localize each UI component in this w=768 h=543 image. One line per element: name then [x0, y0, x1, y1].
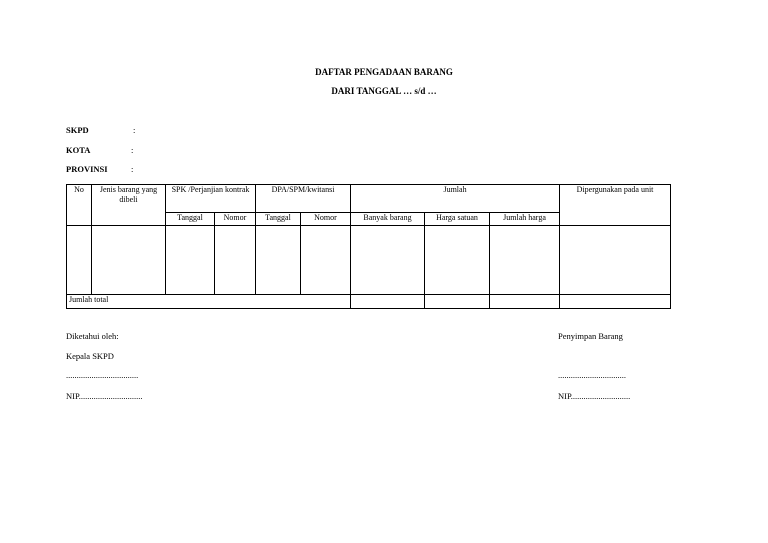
total-row	[67, 295, 671, 309]
field-label-kota: KOTA	[66, 145, 91, 155]
total-harga	[425, 295, 490, 309]
subheader-tanggal-spk: Tanggal	[166, 213, 215, 226]
head-name-line: ..................................	[66, 370, 139, 380]
keeper-role-label: Penyimpan Barang	[558, 331, 623, 341]
keeper-nip: NIP............................	[558, 391, 631, 401]
field-colon-skpd: :	[133, 125, 136, 135]
known-by-label: Diketahui oleh:	[66, 331, 119, 341]
field-colon-kota: :	[131, 145, 134, 155]
subheader-nomor-spk: Nomor	[215, 213, 256, 226]
table-cell	[215, 226, 256, 295]
table-cell	[351, 226, 425, 295]
field-colon-provinsi: :	[131, 164, 134, 174]
table-cell	[67, 226, 92, 295]
field-label-skpd: SKPD	[66, 125, 89, 135]
subheader-nomor-dpa: Nomor	[301, 213, 351, 226]
header-jumlah: Jumlah	[351, 185, 560, 213]
table-cell	[256, 226, 301, 295]
table-row	[67, 226, 671, 295]
table-cell	[301, 226, 351, 295]
table-cell	[92, 226, 166, 295]
document-subtitle: DARI TANGGAL … s/d …	[331, 86, 437, 96]
header-no: No	[67, 185, 92, 226]
subheader-banyak-barang: Banyak barang	[351, 213, 425, 226]
document-title: DAFTAR PENGADAAN BARANG	[315, 67, 453, 77]
subheader-jumlah-harga: Jumlah harga	[490, 213, 560, 226]
total-label: Jumlah total	[67, 295, 351, 309]
subheader-harga-satuan: Harga satuan	[425, 213, 490, 226]
head-role-label: Kepala SKPD	[66, 351, 114, 361]
total-jumlah-harga	[490, 295, 560, 309]
header-dpa: DPA/SPM/kwitansi	[256, 185, 351, 213]
table-cell	[490, 226, 560, 295]
keeper-name-line: ................................	[558, 370, 626, 380]
total-banyak	[351, 295, 425, 309]
subheader-tanggal-dpa: Tanggal	[256, 213, 301, 226]
header-unit: Dipergunakan pada unit	[560, 185, 671, 226]
table-cell	[425, 226, 490, 295]
header-jenis-barang: Jenis barang yang dibeli	[92, 185, 166, 226]
table-cell	[560, 226, 671, 295]
header-spk: SPK /Perjanjian kontrak	[166, 185, 256, 213]
head-nip: NIP..............................	[66, 391, 143, 401]
total-unit	[560, 295, 671, 309]
procurement-table	[66, 184, 671, 309]
table-cell	[166, 226, 215, 295]
field-label-provinsi: PROVINSI	[66, 164, 108, 174]
